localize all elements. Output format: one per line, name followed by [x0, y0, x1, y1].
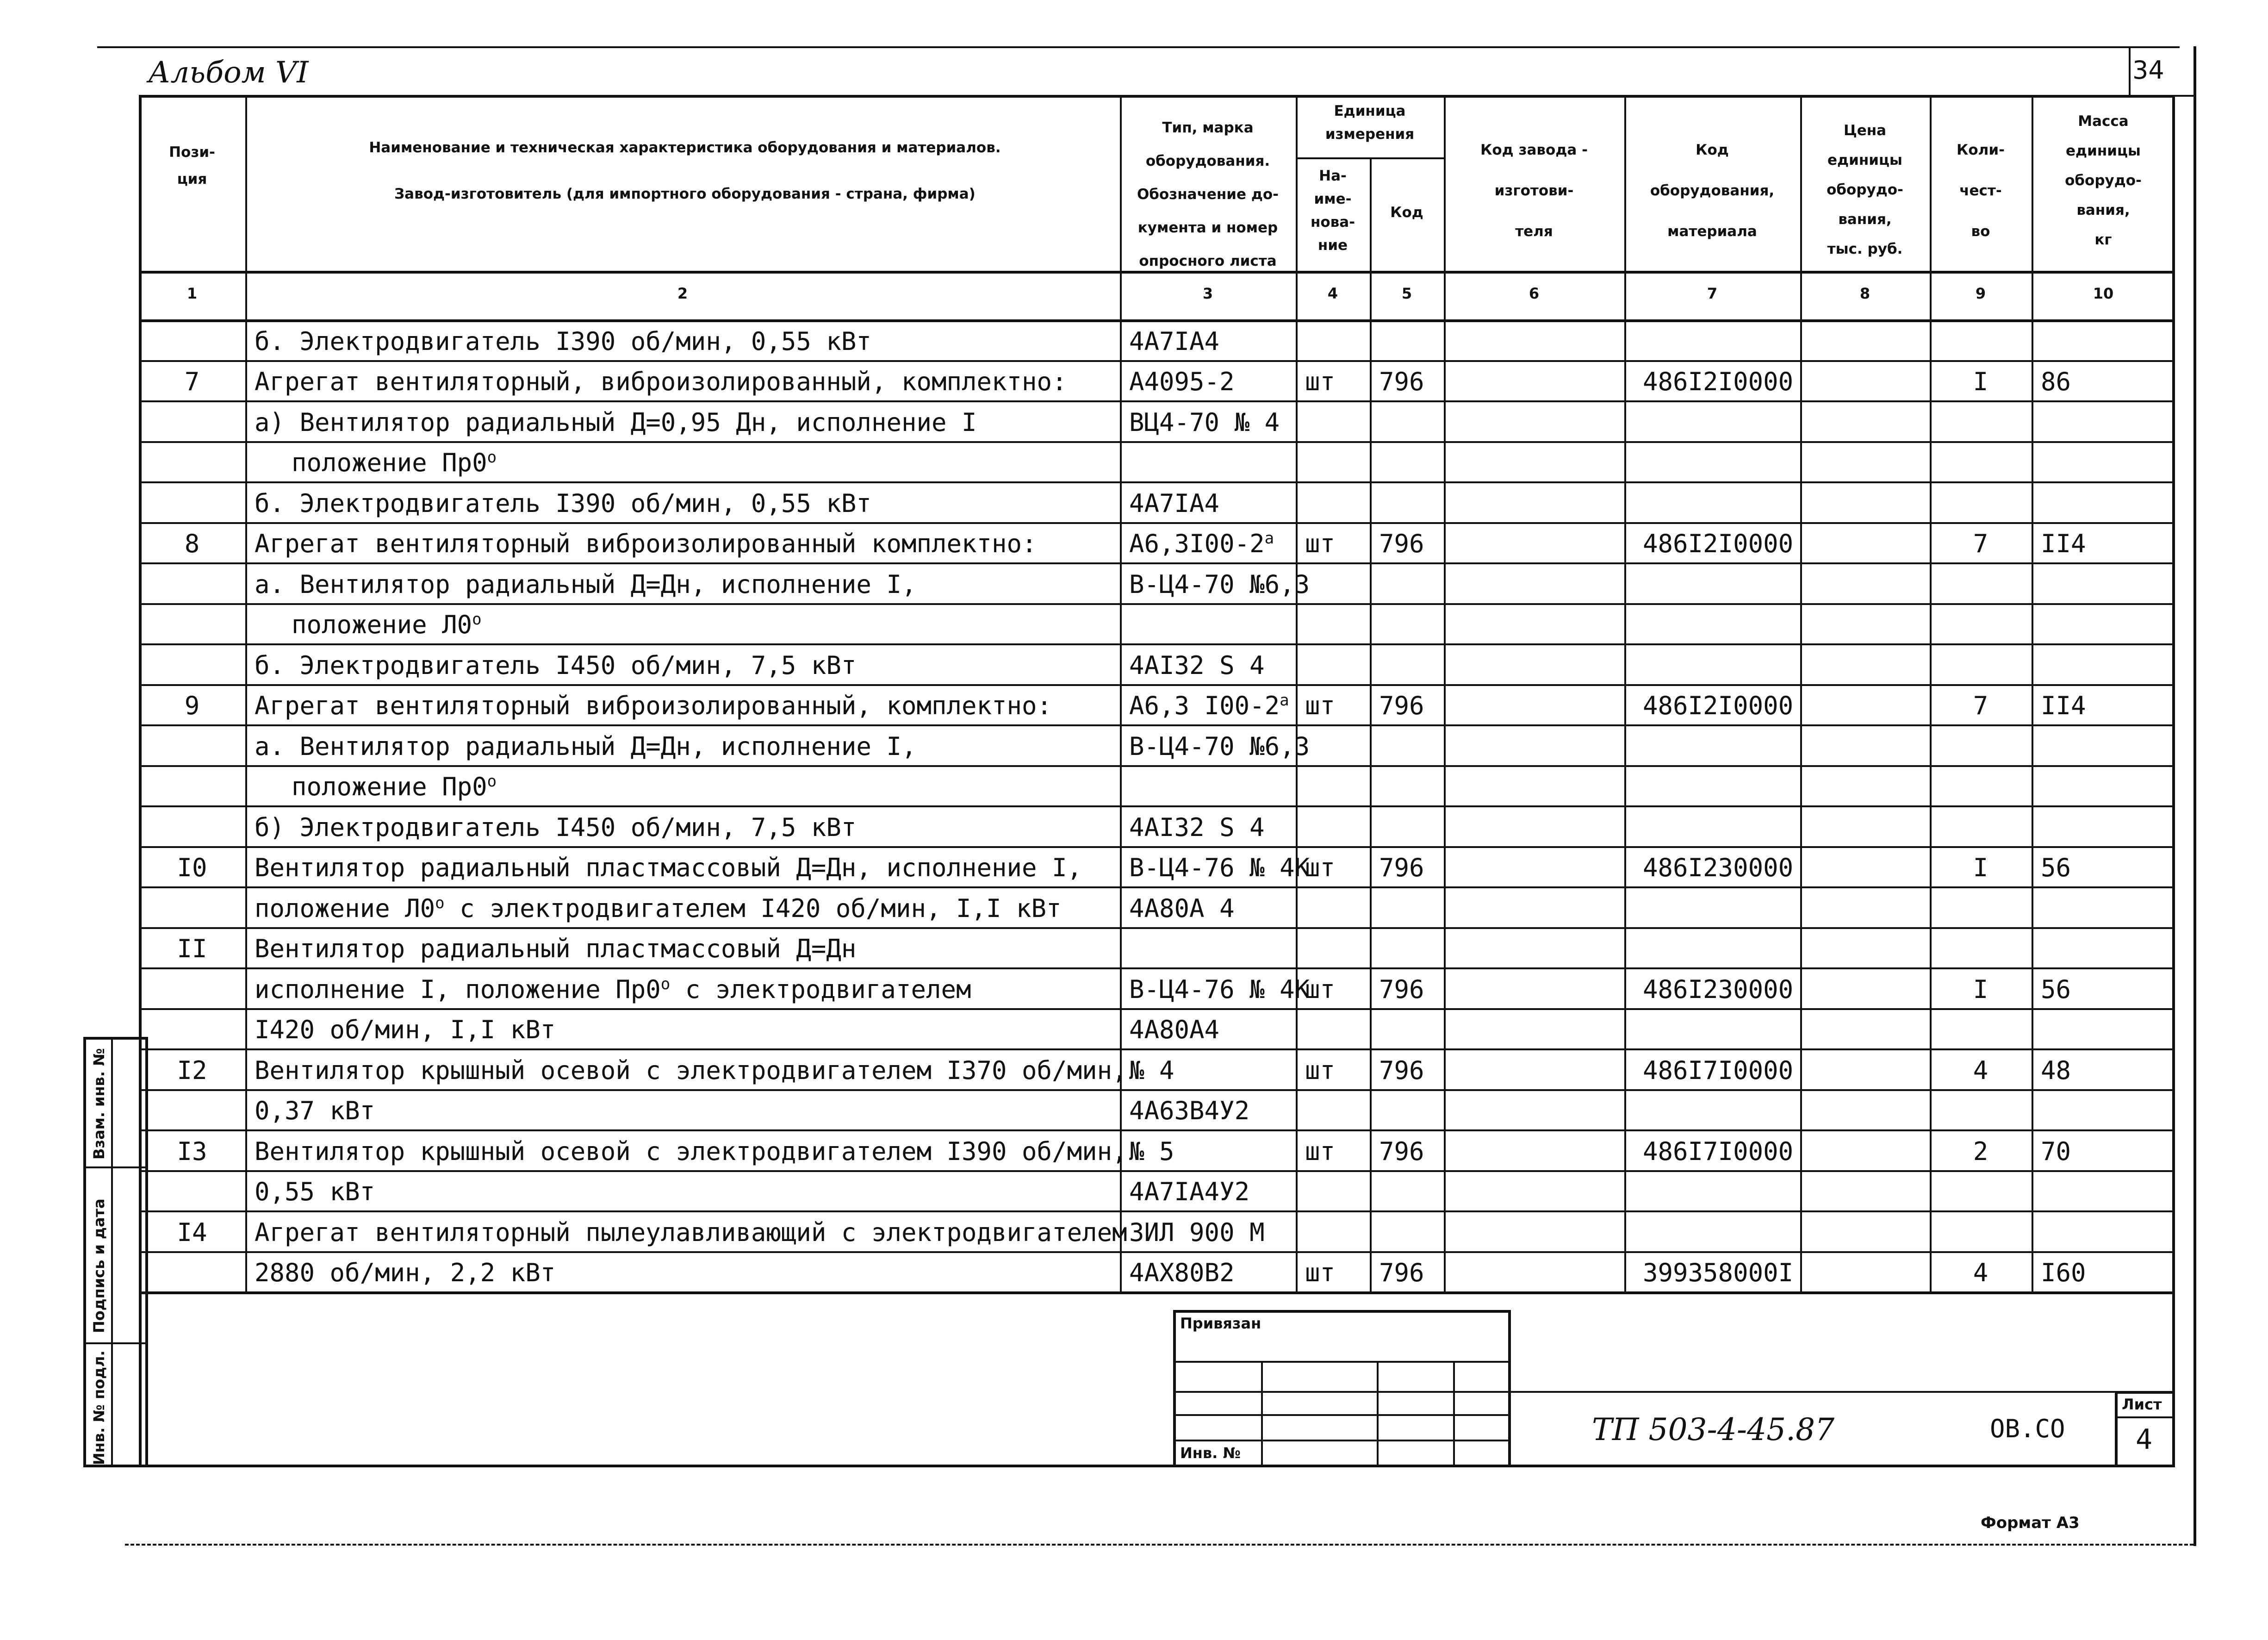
cell-unit: шт	[1305, 853, 1336, 883]
type-superscript: а	[1280, 691, 1289, 710]
row-line	[139, 400, 2175, 402]
cell-mass: 86	[2041, 367, 2071, 397]
header-col2-line1: Наименование и техническая характеристика оборудования и материалов.	[369, 139, 1001, 156]
cell-name: б. Электродвигатель I390 об/мин, 0,55 кВт	[255, 326, 871, 356]
cell-qty: 7	[1973, 691, 1988, 721]
album-label: Альбом VI	[148, 56, 309, 90]
side-stamp-div2	[83, 1342, 148, 1344]
cell-pos: I2	[177, 1055, 207, 1085]
name-continuation: с электродвигателем	[670, 974, 971, 1004]
cell-type: № 5	[1129, 1136, 1174, 1166]
cell-type: 4А7IА4У2	[1129, 1177, 1250, 1207]
cell-name: Вентилятор радиальный пластмассовый Д=Дн	[255, 934, 857, 964]
sheet-number: 4	[2136, 1423, 2153, 1456]
column-number: 9	[1975, 285, 1986, 302]
cell-qty: 4	[1973, 1055, 1988, 1085]
bottom-dash-line	[125, 1544, 2193, 1546]
cell-name: а. Вентилятор радиальный Д=Дн, исполнение I,	[255, 731, 917, 761]
cell-type: 4АХ80В2	[1129, 1258, 1235, 1288]
cell-name: б. Электродвигатель I390 об/мин, 0,55 кВт	[255, 488, 871, 518]
side-podpis-data: Подпись и дата	[90, 1198, 108, 1333]
row-line	[139, 1089, 2175, 1091]
column-number: 2	[677, 285, 688, 302]
column-line	[1800, 95, 1802, 1291]
cell-name: б) Электродвигатель I450 об/мин, 7,5 кВт	[255, 812, 857, 842]
degree-superscript: о	[487, 772, 497, 791]
column-line	[2032, 95, 2033, 1291]
privyazan-v1	[1261, 1361, 1263, 1467]
row-line	[139, 1170, 2175, 1172]
side-vzam-inv: Взам. инв. №	[90, 1048, 108, 1160]
cell-type: В-Ц4-70 №6,3	[1129, 731, 1310, 761]
cell-pos: 9	[184, 691, 200, 721]
cell-type: 4А7IА4	[1129, 488, 1220, 518]
cell-name: 2880 об/мин, 2,2 кВт	[255, 1258, 556, 1288]
degree-superscript: о	[660, 974, 671, 993]
cell-type: 4АI32 S 4	[1129, 650, 1265, 680]
header-col2-line2: Завод-изготовитель (для импортного оборудования - страна, фирма)	[394, 186, 976, 202]
row-line	[139, 1129, 2175, 1131]
cell-pos: 8	[184, 529, 200, 559]
cell-eq-code: 486I2I0000	[1643, 529, 1794, 559]
inv-no-label: Инв. №	[1180, 1444, 1241, 1462]
column-number: 5	[1401, 285, 1412, 302]
cell-eq-code: 486I2I0000	[1643, 691, 1794, 721]
cell-pos: I0	[177, 853, 207, 883]
cell-unit: шт	[1305, 1136, 1336, 1166]
cell-type: А4095-2	[1129, 367, 1235, 397]
doc-number: ТП 503-4-45.87	[1592, 1412, 1835, 1447]
sheet-label: Лист	[2122, 1396, 2162, 1413]
row-line	[139, 522, 2175, 524]
cell-name: положение $Л0^о$	[292, 610, 482, 640]
cell-type: ВЦ4-70 № 4	[1129, 407, 1280, 437]
cell-pos: II	[177, 934, 207, 964]
cell-type: 4АI32 S 4	[1129, 812, 1265, 842]
cell-name: Агрегат вентиляторный виброизолированный, комплектно:	[255, 691, 1052, 721]
corner-box-left	[2129, 46, 2131, 95]
cell-name: б. Электродвигатель I450 об/мин, 7,5 кВт	[255, 650, 857, 680]
cell-eq-code: 399358000I	[1643, 1258, 1794, 1288]
header-col1: Пози- ция	[169, 144, 215, 187]
row-line	[139, 967, 2175, 969]
cell-type: В-Ц4-76 № 4К	[1129, 974, 1310, 1004]
cell-type: В-Ц4-70 №6,3	[1129, 569, 1310, 599]
row-line	[139, 481, 2175, 483]
cell-type: В-Ц4-76 № 4К	[1129, 853, 1310, 883]
cell-name: положение $Пр0^о$	[292, 772, 497, 802]
row-line	[139, 724, 2175, 726]
cell-name: 0,37 кВт	[255, 1096, 375, 1126]
header-col4: На- име- нова- ние	[1310, 168, 1355, 254]
degree-superscript: о	[435, 893, 445, 912]
column-number: 3	[1202, 285, 1213, 302]
type-superscript: а	[1264, 529, 1274, 548]
column-line	[1624, 95, 1626, 1291]
privyazan-line3	[1173, 1414, 1511, 1416]
row-line	[139, 643, 2175, 645]
row-line	[139, 360, 2175, 362]
row-line	[139, 1008, 2175, 1010]
cell-type: 4А63В4У2	[1129, 1096, 1250, 1126]
privyazan-label: Привязан	[1180, 1315, 1261, 1332]
cell-mass: I60	[2041, 1258, 2086, 1288]
degree-superscript: о	[487, 448, 497, 467]
header-col5: Код	[1390, 204, 1423, 221]
cell-code: 796	[1379, 1136, 1424, 1166]
cell-type: $А6,3I00-2^а$	[1129, 529, 1274, 559]
cell-type: 4А80А 4	[1129, 893, 1235, 923]
cell-mass: 56	[2041, 853, 2071, 883]
privyazan-line2	[1173, 1391, 1511, 1393]
row-line	[139, 1048, 2175, 1050]
format-label: Формат А3	[1981, 1514, 2080, 1532]
row-line	[139, 441, 2175, 443]
cell-qty: I	[1973, 974, 1988, 1004]
cell-qty: I	[1973, 367, 1988, 397]
cell-unit: шт	[1305, 529, 1336, 559]
privyazan-line1	[1173, 1361, 1511, 1363]
header-col8: Цена единицы оборудо- вания, тыс. руб.	[1827, 122, 1903, 257]
cell-code: 796	[1379, 853, 1424, 883]
privyazan-v2	[1377, 1361, 1379, 1467]
cell-name: исполнение I, положение $Пр0^о$ с электродвигателем	[255, 974, 971, 1004]
sheet-box-divider	[2115, 1416, 2175, 1418]
cell-mass: 48	[2041, 1055, 2071, 1085]
name-continuation: с электродвигателем I420 об/мин, I,I кВт	[444, 893, 1062, 923]
cell-code: 796	[1379, 529, 1424, 559]
header-col6: Код завода - изготови- теля	[1480, 142, 1588, 240]
top-rule	[97, 46, 2180, 48]
row-line	[139, 603, 2175, 605]
cell-name: 0,55 кВт	[255, 1177, 375, 1207]
cell-code: 796	[1379, 691, 1424, 721]
header-col9: Коли- чест- во	[1957, 142, 2005, 240]
row-line	[139, 1291, 2175, 1293]
cell-name: а. Вентилятор радиальный Д=Дн, исполнение I,	[255, 569, 917, 599]
column-number: 1	[186, 285, 198, 302]
cell-name: Вентилятор крышный осевой с электродвигателем I390 об/мин,	[255, 1136, 1127, 1166]
cell-name: I420 об/мин, I,I кВт	[255, 1015, 556, 1045]
cell-code: 796	[1379, 974, 1424, 1004]
cell-type: А6,3 $I00-2^а$	[1129, 691, 1289, 721]
cell-code: 796	[1379, 367, 1424, 397]
cell-name: Агрегат вентиляторный виброизолированный комплектно:	[255, 529, 1037, 559]
column-line	[245, 95, 247, 1291]
cell-name: а) Вентилятор радиальный Д=0,95 Дн, исполнение I	[255, 407, 977, 437]
title-block-top	[1511, 1391, 2175, 1393]
cell-qty: I	[1973, 853, 1988, 883]
cell-pos: I4	[177, 1217, 207, 1247]
row-line	[139, 684, 2175, 686]
cell-unit: шт	[1305, 691, 1336, 721]
degree-superscript: о	[472, 610, 482, 629]
side-stamp-inner	[111, 1037, 113, 1467]
column-line	[1296, 95, 1298, 1291]
cell-type: 4А80А4	[1129, 1015, 1220, 1045]
column-number: 7	[1707, 285, 1718, 302]
cell-name: положение $Л0^о$ с электродвигателем I420 об/мин, I,I кВт	[255, 893, 1062, 923]
row-line	[139, 765, 2175, 767]
header-col7: Код оборудования, материала	[1650, 142, 1775, 240]
header-col10: Масса единицы оборудо- вания, кг	[2065, 113, 2142, 248]
cell-eq-code: 486I230000	[1643, 974, 1794, 1004]
row-line	[139, 1251, 2175, 1253]
numbers-bottom-line	[139, 319, 2175, 322]
cell-eq-code: 486I230000	[1643, 853, 1794, 883]
row-line	[139, 1210, 2175, 1212]
row-line	[139, 805, 2175, 807]
cell-unit: шт	[1305, 367, 1336, 397]
row-line	[139, 562, 2175, 564]
cell-name: Агрегат вентиляторный пылеулавливающий с электродвигателем	[255, 1217, 1127, 1247]
side-stamp-div1	[83, 1166, 148, 1168]
column-number: 4	[1327, 285, 1338, 302]
cell-mass: 56	[2041, 974, 2071, 1004]
cell-type: ЗИЛ 900 М	[1129, 1217, 1265, 1247]
cell-qty: 7	[1973, 529, 1988, 559]
privyazan-line4	[1173, 1440, 1511, 1441]
column-number: 8	[1859, 285, 1870, 302]
cell-mass: II4	[2041, 529, 2086, 559]
cell-qty: 4	[1973, 1258, 1988, 1288]
cell-pos: I3	[177, 1136, 207, 1166]
cell-unit: шт	[1305, 974, 1336, 1004]
column-number: 10	[2093, 285, 2114, 302]
privyazan-block	[1173, 1310, 1511, 1467]
row-line	[139, 927, 2175, 929]
column-line	[1444, 95, 1446, 1291]
cell-name: положение $Пр0^о$	[292, 448, 497, 478]
cell-type: № 4	[1129, 1055, 1174, 1085]
cell-mass: 70	[2041, 1136, 2071, 1166]
column-number: 6	[1529, 285, 1540, 302]
cell-eq-code: 486I7I0000	[1643, 1136, 1794, 1166]
cell-name: Агрегат вентиляторный, виброизолированный, комплектно:	[255, 367, 1067, 397]
cell-name: Вентилятор радиальный пластмассовый Д=Дн, исполнение I,	[255, 853, 1082, 883]
cell-code: 796	[1379, 1258, 1424, 1288]
cell-eq-code: 486I7I0000	[1643, 1055, 1794, 1085]
cell-qty: 2	[1973, 1136, 1988, 1166]
header-col45-group: Единица измерения	[1325, 103, 1415, 143]
cell-unit: шт	[1305, 1258, 1336, 1288]
cell-pos: 7	[184, 367, 200, 397]
page-corner-number: 34	[2132, 56, 2164, 85]
privyazan-v3	[1453, 1361, 1455, 1467]
cell-eq-code: 486I2I0000	[1643, 367, 1794, 397]
cell-unit: шт	[1305, 1055, 1336, 1085]
cell-name: Вентилятор крышный осевой с электродвигателем I370 об/мин,	[255, 1055, 1127, 1085]
side-inv-podl: Инв. № подл.	[90, 1350, 108, 1465]
doc-code: ОВ.СО	[1990, 1414, 2065, 1443]
row-line	[139, 846, 2175, 848]
frame-right-edge	[2193, 46, 2196, 1546]
cell-code: 796	[1379, 1055, 1424, 1085]
row-line	[139, 886, 2175, 888]
header-col3: Тип, марка оборудования. Обозначение до- кумента и номер опросного листа	[1137, 119, 1279, 269]
cell-type: 4А7IА4	[1129, 326, 1220, 356]
cell-mass: II4	[2041, 691, 2086, 721]
